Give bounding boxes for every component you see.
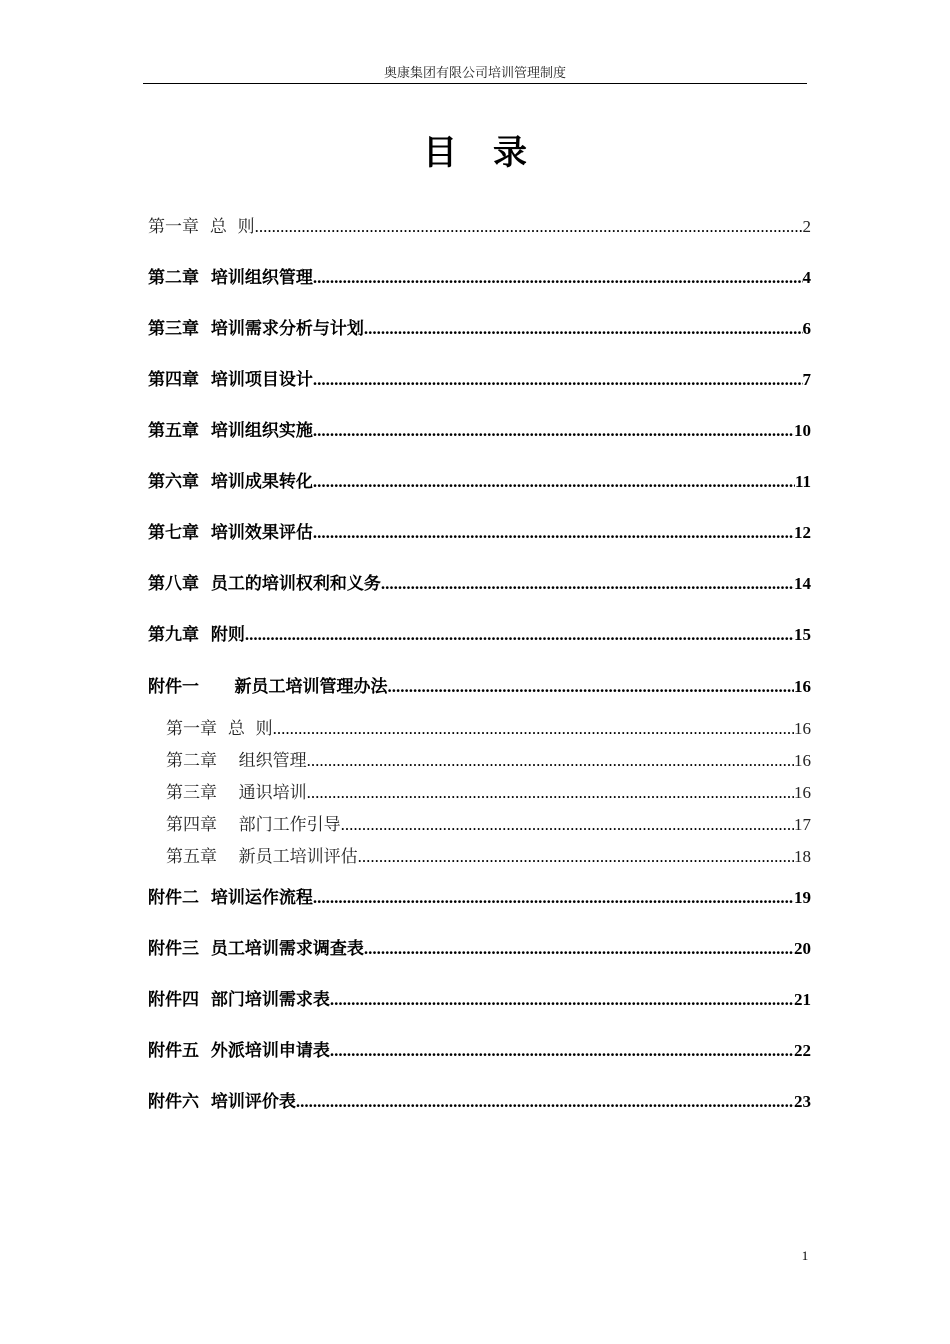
toc-leader-dots: [313, 268, 803, 288]
toc-entry-title: 外派培训申请表: [210, 1041, 330, 1061]
toc-entry-page: 6: [802, 319, 811, 338]
toc-leader-dots: [313, 888, 794, 908]
toc-leader-dots: [307, 751, 794, 771]
toc-entry-title: 员工培训需求调查表: [210, 939, 364, 959]
toc-entry-title: 总 则: [209, 217, 255, 237]
toc-entry-title: 总 则: [227, 719, 273, 739]
toc-subentry-chapter-4[interactable]: [166, 810, 811, 834]
toc-entry-label: 第八章: [148, 574, 199, 594]
toc-entry-label: 第三章: [148, 319, 199, 339]
toc-entry-title: 组织管理: [238, 751, 307, 771]
toc-leader-dots: [255, 217, 803, 237]
toc-entry-appendix-2[interactable]: [148, 883, 811, 907]
toc-subentry-chapter-2[interactable]: [166, 746, 811, 770]
toc-entry-label: 第五章: [166, 847, 217, 867]
toc-entry-label: 附件四: [148, 990, 199, 1010]
toc-entry-label: 附件六: [148, 1092, 199, 1112]
toc-entry-page: 17: [794, 815, 811, 834]
toc-entry-title: 培训效果评估: [210, 523, 313, 543]
toc-entry-title: 培训运作流程: [210, 888, 313, 908]
toc-leader-dots: [388, 677, 794, 697]
toc-leader-dots: [330, 1041, 794, 1061]
toc-entry-label: 第九章: [148, 625, 199, 645]
toc-entry-label: 第一章: [148, 217, 199, 237]
toc-entry-title: 新员工培训评估: [238, 847, 358, 867]
toc-leader-dots: [364, 939, 794, 959]
toc-entry-page: 16: [794, 677, 811, 696]
toc-leader-dots: [245, 625, 794, 645]
toc-entry-page: 7: [802, 370, 811, 389]
toc-entry-appendix-3[interactable]: [148, 934, 811, 958]
toc-entry-chapter-6[interactable]: [148, 467, 811, 491]
toc-leader-dots: [313, 472, 795, 492]
toc-entry-page: 4: [802, 268, 811, 287]
toc-entry-page: 15: [794, 625, 811, 644]
toc-entry-label: 附件五: [148, 1041, 199, 1061]
toc-entry-label: 第二章: [148, 268, 199, 288]
toc-subentry-chapter-5[interactable]: [166, 842, 811, 866]
page-number: 1: [801, 1248, 809, 1263]
toc-entry-appendix-6[interactable]: [148, 1087, 811, 1111]
toc-entry-page: 22: [794, 1041, 811, 1060]
toc-entry-chapter-4[interactable]: [148, 365, 811, 389]
toc-entry-label: 第一章: [166, 719, 217, 739]
toc-entry-title: 部门培训需求表: [210, 990, 330, 1010]
toc-entry-title: 培训组织实施: [210, 421, 313, 441]
toc-entry-title: 附则: [210, 625, 245, 645]
header-divider: [143, 83, 807, 84]
toc-entry-page: 2: [802, 217, 811, 236]
toc-leader-dots: [330, 990, 794, 1010]
toc-entry-chapter-2[interactable]: [148, 263, 811, 287]
toc-entry-page: 16: [794, 719, 811, 738]
toc-entry-page: 11: [794, 472, 811, 491]
toc-entry-label: 附件一: [148, 677, 199, 697]
toc-leader-dots: [341, 815, 794, 835]
toc-entry-appendix-4[interactable]: [148, 985, 811, 1009]
toc-entry-label: 附件二: [148, 888, 199, 908]
toc-entry-title: 通识培训: [238, 783, 307, 803]
page-header: 奥康集团有限公司培训管理制度: [383, 66, 566, 81]
toc-entry-page: 20: [794, 939, 811, 958]
toc-entry-page: 18: [794, 847, 811, 866]
toc-entry-chapter-9[interactable]: [148, 620, 811, 644]
page-title: 目录: [423, 133, 563, 173]
toc-leader-dots: [364, 319, 803, 339]
toc-entry-title: 部门工作引导: [238, 815, 341, 835]
toc-entry-chapter-7[interactable]: [148, 518, 811, 542]
toc-entry-title: 培训评价表: [210, 1092, 296, 1112]
toc-entry-title: 培训需求分析与计划: [210, 319, 364, 339]
toc-entry-title: 员工的培训权利和义务: [210, 574, 381, 594]
toc-entry-appendix-1[interactable]: [148, 672, 811, 696]
toc-entry-label: 第四章: [148, 370, 199, 390]
toc-entry-title: 培训项目设计: [210, 370, 313, 390]
toc-entry-chapter-8[interactable]: [148, 569, 811, 593]
toc-entry-chapter-3[interactable]: [148, 314, 811, 338]
toc-leader-dots: [307, 783, 794, 803]
toc-entry-chapter-5[interactable]: [148, 416, 811, 440]
toc-subentry-chapter-1[interactable]: [166, 714, 811, 738]
toc-entry-page: 16: [794, 783, 811, 802]
toc-entry-label: 第三章: [166, 783, 217, 803]
toc-entry-appendix-5[interactable]: [148, 1036, 811, 1060]
toc-subentry-chapter-3[interactable]: [166, 778, 811, 802]
toc-entry-title: 培训成果转化: [210, 472, 313, 492]
toc-entry-page: 23: [794, 1092, 811, 1111]
toc-entry-label: 第六章: [148, 472, 199, 492]
toc-entry-page: 10: [794, 421, 811, 440]
toc-entry-page: 14: [794, 574, 811, 593]
toc-leader-dots: [313, 523, 794, 543]
toc-entry-page: 21: [794, 990, 811, 1009]
toc-leader-dots: [381, 574, 794, 594]
toc-entry-page: 12: [794, 523, 811, 542]
toc-entry-page: 16: [794, 751, 811, 770]
toc-entry-label: 第四章: [166, 815, 217, 835]
toc-entry-label: 第五章: [148, 421, 199, 441]
toc-entry-label: 附件三: [148, 939, 199, 959]
toc-leader-dots: [296, 1092, 794, 1112]
toc-entry-chapter-1[interactable]: [148, 212, 811, 236]
toc-entry-label: 第七章: [148, 523, 199, 543]
toc-entry-title: 培训组织管理: [210, 268, 313, 288]
toc-entry-page: 19: [794, 888, 811, 907]
toc-leader-dots: [273, 719, 794, 739]
toc-leader-dots: [313, 370, 803, 390]
toc-entry-title: 新员工培训管理办法: [234, 677, 388, 697]
toc-leader-dots: [313, 421, 794, 441]
toc-entry-label: 第二章: [166, 751, 217, 771]
toc-leader-dots: [358, 847, 794, 867]
